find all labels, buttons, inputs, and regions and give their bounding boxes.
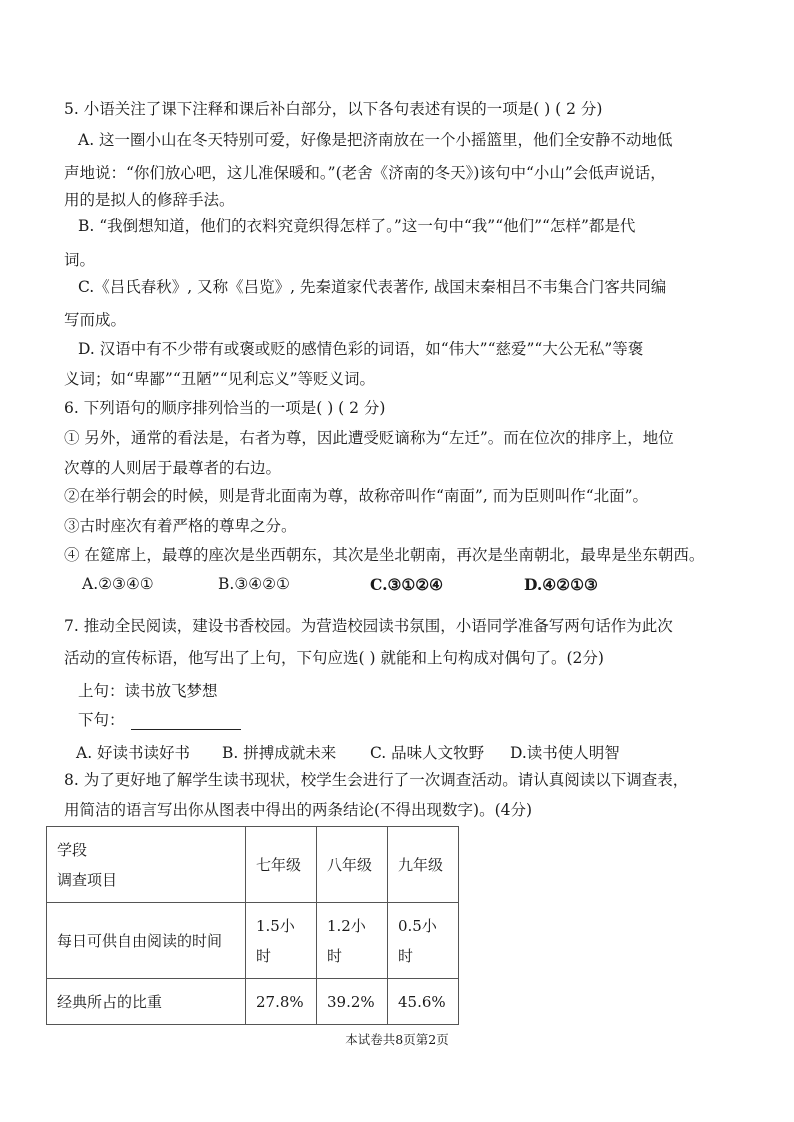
q7-lower-line [78, 710, 241, 730]
q6-sentence-4: ④ 在筵席上，最尊的座次是坐西朝东，其次是坐北朝南，再次是坐南朝北，最卑是坐东朝西。 [64, 546, 705, 564]
q6-sentence-2: ②在举行朝会的时候，则是背北面南为尊，故称帝叫作“南面”, 而为臣则叫作“北面”。 [64, 487, 649, 505]
row1-grade7 [246, 903, 317, 979]
q5-option-a-line2: 声地说：“你们放心吧，这儿准保暖和。”(老舍《济南的冬天》)该句中“小山”会低声说话， [64, 164, 666, 182]
q7-stem-line1: 7. 推动全民阅读，建设书香校园。为营造校园读书氛围，小语同学准备写两句话作为此次 [64, 617, 673, 635]
q5-option-b-line2: 词。 [64, 251, 96, 269]
q7-option-c: C. 品味人文牧野 [370, 744, 485, 762]
corner-top-label: 学段 [57, 840, 88, 859]
cell-line: 时 [398, 946, 414, 965]
q5-stem: 5. 小语关注了课下注释和课后补白部分，以下各句表述有误的一项是( ) ( 2 分) [64, 100, 603, 118]
q5-option-c-line2: 写而成。 [64, 311, 127, 329]
q5-option-d-line1: D. 汉语中有不少带有或褒或贬的感情色彩的词语，如“伟大”“慈爱”“大公无私”等褒 [78, 340, 644, 358]
row2-grade7: 27.8% [246, 979, 317, 1025]
q5-option-a-line1: A. 这一圈小山在冬天特别可爱，好像是把济南放在一个小摇篮里，他们全安静不动地低 [78, 131, 673, 149]
q7-option-a: A. 好读书读好书 [76, 744, 191, 762]
q6-sentence-1b: 次尊的人则居于最尊者的右边。 [64, 459, 282, 477]
survey-table [46, 826, 459, 1025]
corner-bottom-label: 调查项目 [57, 870, 118, 889]
q5-option-a-line3: 用的是拟人的修辞手法。 [64, 191, 235, 209]
table-row [47, 903, 459, 979]
q7-upper-line: 上句：读书放飞梦想 [78, 682, 218, 700]
row2-grade9: 45.6% [388, 979, 459, 1025]
page-footer: 本试卷共8页第2页 [345, 1032, 449, 1047]
table-corner-cell [47, 827, 246, 903]
row1-grade9 [388, 903, 459, 979]
q6-option-a: A.②③④① [82, 575, 154, 593]
cell-line: 1.5小 [256, 916, 295, 935]
q5-option-d-line2: 义词；如“卑鄙”“丑陋”“见利忘义”等贬义词。 [64, 370, 376, 388]
header-grade7: 七年级 [246, 827, 317, 903]
q7-option-d: D.读书使人明智 [510, 744, 620, 762]
cell-line: 0.5小 [398, 916, 437, 935]
cell-line: 1.2小 [327, 916, 366, 935]
q5-option-b-line1: B. “我倒想知道，他们的衣料究竟织得怎样了。”这一句中“我”“他们”“怎样”都是代 [78, 217, 636, 235]
cell-line: 时 [256, 946, 272, 965]
row2-label: 经典所占的比重 [47, 979, 246, 1025]
q6-option-d: D.④②①③ [524, 575, 598, 594]
q6-stem: 6. 下列语句的顺序排列恰当的一项是( ) ( 2 分) [64, 399, 386, 417]
q7-answer-blank[interactable] [131, 714, 241, 730]
table-header-row [47, 827, 459, 903]
q8-stem-line2: 用简洁的语言写出你从图表中得出的两条结论(不得出现数字)。(4分) [64, 801, 533, 819]
q6-option-c: C.③①②④ [370, 575, 444, 594]
q5-option-c-line1: C.《吕氏春秋》, 又称《吕览》, 先秦道家代表著作, 战国末秦相吕不韦集合门客共同编 [78, 278, 667, 296]
table-row [47, 979, 459, 1025]
q8-stem-line1: 8. 为了更好地了解学生读书现状，校学生会进行了一次调查活动。请认真阅读以下调查表， [64, 771, 689, 789]
q7-option-b: B. 拼搏成就未来 [222, 744, 337, 762]
q7-lower-label: 下句： [78, 711, 125, 729]
row2-grade8: 39.2% [317, 979, 388, 1025]
q6-option-b: B.③④②① [218, 575, 290, 593]
row1-label: 每日可供自由阅读的时间 [47, 903, 246, 979]
q6-sentence-3: ③古时座次有着严格的尊卑之分。 [64, 517, 297, 535]
header-grade9: 九年级 [388, 827, 459, 903]
q6-sentence-1a: ① 另外，通常的看法是，右者为尊，因此遭受贬谪称为“左迁”。而在位次的排序上，地位 [64, 429, 674, 447]
row1-grade8 [317, 903, 388, 979]
cell-line: 时 [327, 946, 343, 965]
q7-stem-line2: 活动的宣传标语，他写出了上句，下句应选( ) 就能和上句构成对偶句了。(2分) [64, 649, 604, 667]
header-grade8: 八年级 [317, 827, 388, 903]
